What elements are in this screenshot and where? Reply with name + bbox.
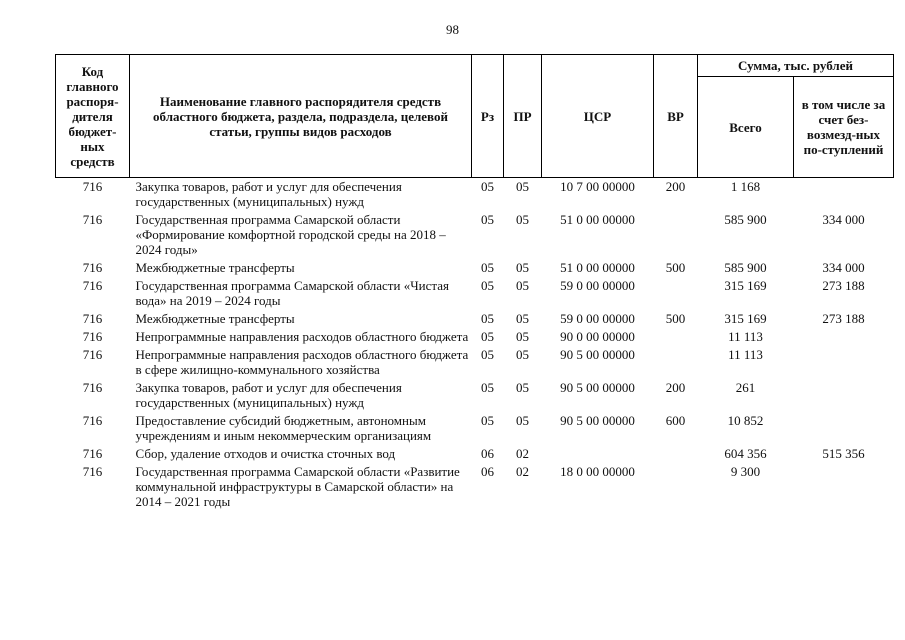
row-vr: [654, 463, 698, 511]
row-vr: 200: [665, 380, 686, 395]
row-rz: 05: [481, 380, 494, 395]
row-grants: [794, 412, 894, 445]
row-name: Межбюджетные трансферты: [135, 260, 295, 275]
header-csr: ЦСР: [542, 55, 654, 178]
row-pr: 05: [516, 380, 529, 395]
row-total: 11 113: [728, 347, 763, 362]
row-total: 10 852: [727, 413, 764, 428]
row-code: 716: [82, 311, 103, 326]
table-row: [56, 412, 894, 445]
row-pr: 05: [516, 329, 529, 344]
header-rz: Рз: [472, 55, 504, 178]
row-code: 716: [82, 446, 103, 461]
row-name: Закупка товаров, работ и услуг для обеспечения государственных (муниципальных) нужд: [135, 380, 402, 410]
row-grants: [794, 379, 894, 412]
row-pr: 05: [516, 179, 529, 194]
row-name: Непрограммные направления расходов областного бюджета: [135, 329, 469, 344]
row-pr: 05: [516, 260, 529, 275]
header-grants: в том числе за счет без-возмезд-ных по-ступлений: [794, 77, 894, 178]
table-row: [56, 328, 894, 346]
row-total: 585 900: [724, 260, 767, 275]
row-rz: 05: [481, 413, 494, 428]
row-grants: 273 188: [822, 278, 865, 293]
row-code: 716: [82, 179, 103, 194]
row-csr: 59 0 00 00000: [560, 278, 635, 293]
row-vr: 500: [665, 311, 686, 326]
row-vr: [654, 328, 698, 346]
row-total: 315 169: [724, 311, 767, 326]
table-body: [56, 178, 894, 512]
row-pr: 02: [516, 446, 529, 461]
table-row: [56, 463, 894, 511]
row-csr: [542, 445, 654, 463]
table-row: [56, 178, 894, 212]
row-csr: 90 0 00 00000: [560, 329, 635, 344]
row-pr: 05: [516, 311, 529, 326]
row-grants: [794, 346, 894, 379]
table-row: [56, 259, 894, 277]
row-total: 11 113: [728, 329, 763, 344]
row-vr: [654, 346, 698, 379]
row-grants: [794, 178, 894, 212]
row-vr: 500: [665, 260, 686, 275]
row-name: Государственная программа Самарской области «Чистая вода» на 2019 – 2024 годы: [135, 278, 449, 308]
row-total: 604 356: [724, 446, 767, 461]
table-row: [56, 277, 894, 310]
header-code: Код главного распоря-дителя бюджет-ных средств: [56, 55, 130, 178]
table-header: [56, 55, 894, 178]
row-grants: 515 356: [822, 446, 865, 461]
row-grants: [794, 328, 894, 346]
row-csr: 90 5 00 00000: [560, 413, 635, 428]
row-code: 716: [82, 380, 103, 395]
row-name: Непрограммные направления расходов областного бюджета в сфере жилищно-коммунального хозяйства: [135, 347, 469, 377]
row-grants: [794, 463, 894, 511]
row-pr: 05: [516, 413, 529, 428]
header-sum: Сумма, тыс. рублей: [698, 55, 894, 77]
row-code: 716: [82, 212, 103, 227]
row-code: 716: [82, 347, 103, 362]
row-name: Предоставление субсидий бюджетным, автономным учреждениям и иным некоммерческим организациям: [135, 413, 432, 443]
row-grants: 334 000: [822, 260, 865, 275]
row-code: 716: [82, 260, 103, 275]
row-pr: 05: [516, 347, 529, 362]
table-row: [56, 310, 894, 328]
row-total: 1 168: [730, 179, 761, 194]
row-rz: 05: [481, 347, 494, 362]
table-row: [56, 211, 894, 259]
row-code: 716: [82, 278, 103, 293]
row-code: 716: [82, 413, 103, 428]
row-total: 261: [735, 380, 756, 395]
row-total: 315 169: [724, 278, 767, 293]
header-vr: ВР: [654, 55, 698, 178]
row-name: Закупка товаров, работ и услуг для обеспечения государственных (муниципальных) нужд: [135, 179, 402, 209]
row-rz: 05: [481, 311, 494, 326]
header-pr: ПР: [504, 55, 542, 178]
row-name: Государственная программа Самарской области «Формирование комфортной городской среды на 2018 – 2024 годы»: [135, 212, 446, 257]
row-csr: 18 0 00 00000: [560, 464, 635, 479]
row-csr: 90 5 00 00000: [560, 347, 635, 362]
row-csr: 90 5 00 00000: [560, 380, 635, 395]
row-csr: 51 0 00 00000: [560, 212, 635, 227]
row-rz: 05: [481, 278, 494, 293]
row-csr: 59 0 00 00000: [560, 311, 635, 326]
row-name: Межбюджетные трансферты: [135, 311, 295, 326]
row-vr: [654, 445, 698, 463]
row-total: 9 300: [730, 464, 761, 479]
row-name: Государственная программа Самарской области «Развитие коммунальной инфраструктуры в Самарской области» на 2014 – 2021 годы: [135, 464, 460, 509]
row-rz: 05: [481, 329, 494, 344]
row-vr: 200: [665, 179, 686, 194]
row-pr: 02: [516, 464, 529, 479]
row-rz: 06: [481, 446, 494, 461]
row-vr: 600: [665, 413, 686, 428]
row-vr: [654, 277, 698, 310]
row-code: 716: [82, 329, 103, 344]
table-row: [56, 445, 894, 463]
row-csr: 10 7 00 00000: [560, 179, 635, 194]
row-rz: 05: [481, 179, 494, 194]
row-name: Сбор, удаление отходов и очистка сточных вод: [135, 446, 396, 461]
page-number: 98: [446, 22, 459, 37]
row-vr: [654, 211, 698, 259]
budget-table: [55, 54, 894, 511]
row-grants: 273 188: [822, 311, 865, 326]
row-pr: 05: [516, 212, 529, 227]
row-pr: 05: [516, 278, 529, 293]
row-code: 716: [82, 464, 103, 479]
header-total: Всего: [698, 77, 794, 178]
row-rz: 05: [481, 260, 494, 275]
table-row: [56, 379, 894, 412]
row-rz: 05: [481, 212, 494, 227]
budget-table-wrapper: [55, 54, 893, 511]
row-grants: 334 000: [822, 212, 865, 227]
table-row: [56, 346, 894, 379]
row-total: 585 900: [724, 212, 767, 227]
row-rz: 06: [481, 464, 494, 479]
header-name: Наименование главного распорядителя средств областного бюджета, раздела, подраздела, целевой статьи, группы видов расходов: [130, 55, 472, 178]
row-csr: 51 0 00 00000: [560, 260, 635, 275]
